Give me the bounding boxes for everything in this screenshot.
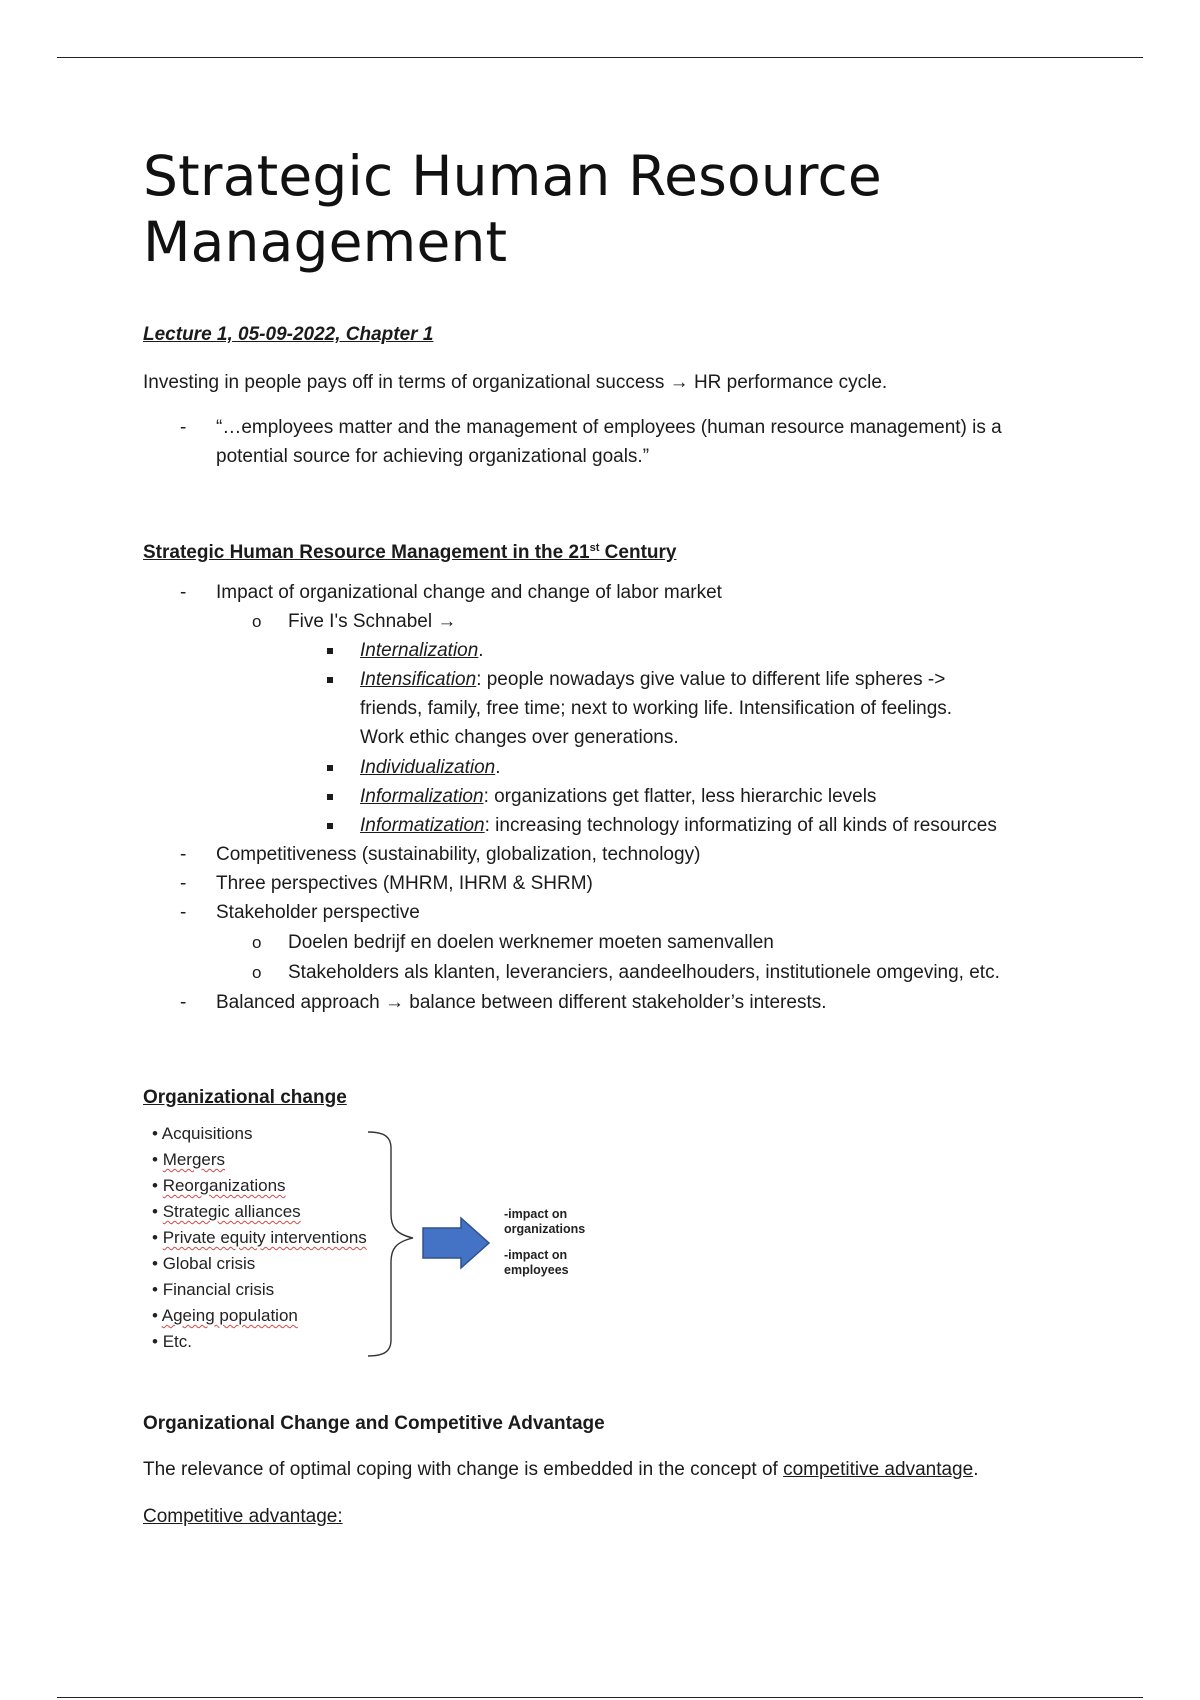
dash-bullet: - — [180, 844, 187, 865]
title-line-1: Strategic Human Resource — [143, 144, 882, 208]
list-item-individualization — [360, 753, 500, 782]
list-item-five-is-schnabel: Five I's Schnabel → — [288, 611, 457, 632]
list-item-stakeholders: Stakeholders als klanten, leveranciers, aandeelhouders, institutionele omgeving, etc. — [288, 962, 1000, 983]
term-individualization: Individualization — [360, 757, 496, 778]
list-item-doelen: Doelen bedrijf en doelen werknemer moeten samenvallen — [288, 932, 774, 953]
figure-item-text: Acquisitions — [161, 1124, 253, 1143]
quote-line-1: “…employees matter and the management of employees (human resource management) is a — [216, 417, 1002, 438]
figure-item: • Strategic alliances — [152, 1202, 301, 1221]
square-bullet — [327, 648, 333, 654]
title-line-2: Management — [143, 210, 508, 274]
circle-bullet: o — [252, 612, 262, 631]
dash-bullet: - — [180, 873, 187, 894]
relevance-period: . — [973, 1459, 979, 1480]
figure-item: • Reorganizations — [152, 1176, 286, 1195]
figure-item-text: Global crisis — [162, 1254, 256, 1273]
figure-item: • Ageing population — [152, 1306, 298, 1325]
square-bullet — [327, 823, 333, 829]
list-item-informatization — [360, 811, 997, 840]
section-heading-tail: Century — [599, 542, 677, 563]
section-heading-change-competitive-advantage: Organizational Change and Competitive Advantage — [143, 1413, 605, 1434]
section-heading-superscript: st — [589, 542, 600, 554]
figure-item-text: Mergers — [162, 1150, 226, 1169]
section-heading-shrm-21st-century — [143, 534, 676, 567]
term-informalization: Informalization — [360, 786, 484, 807]
figure-item-text: Etc. — [162, 1332, 192, 1351]
dash-bullet: - — [180, 992, 187, 1013]
figure-item: • Etc. — [152, 1332, 192, 1351]
list-item-organizational-change-impact: Impact of organizational change and change of labor market — [216, 582, 722, 603]
list-item-three-perspectives: Three perspectives (MHRM, IHRM & SHRM) — [216, 873, 593, 894]
dash-bullet: - — [180, 902, 187, 923]
term-informatization: Informatization — [360, 815, 485, 836]
term-internalization-rest: . — [478, 640, 484, 661]
square-bullet — [327, 794, 333, 800]
list-item-intensification — [360, 665, 945, 694]
impact-on-employees-label: -impact on employees — [504, 1248, 569, 1277]
dash-bullet: - — [180, 582, 187, 603]
organizational-change-figure — [143, 1118, 743, 1358]
section-heading-main: Strategic Human Resource Management in the 21 — [143, 542, 590, 563]
figure-item-text: Reorganizations — [162, 1176, 286, 1195]
list-item-stakeholder-perspective: Stakeholder perspective — [216, 902, 420, 923]
figure-item: • Acquisitions — [152, 1124, 253, 1143]
figure-item: • Financial crisis — [152, 1280, 275, 1299]
circle-bullet: o — [252, 963, 262, 982]
term-informatization-rest: : increasing technology informatizing of all kinds of resources — [484, 815, 997, 836]
list-item-internalization — [360, 636, 484, 665]
figure-item-text: Private equity interventions — [162, 1228, 367, 1247]
brace-and-arrow-graphic — [143, 1118, 743, 1358]
square-bullet — [327, 765, 333, 771]
term-internalization: Internalization — [360, 640, 479, 661]
list-item-balanced-approach: Balanced approach → balance between different stakeholder’s interests. — [216, 992, 827, 1013]
header-rule — [57, 57, 1143, 58]
term-intensification: Intensification — [360, 669, 477, 690]
figure-item-text: Financial crisis — [162, 1280, 275, 1299]
section-heading-organizational-change: Organizational change — [143, 1087, 347, 1108]
term-intensification-rest: : people nowadays give value to different life spheres -> — [476, 669, 946, 690]
relevance-text: The relevance of optimal coping with change is embedded in the concept of — [143, 1459, 784, 1480]
competitive-advantage-subheading: Competitive advantage: — [143, 1506, 343, 1527]
footer-rule — [57, 1697, 1143, 1698]
figure-item: • Global crisis — [152, 1254, 256, 1273]
figure-item: • Private equity interventions — [152, 1228, 367, 1247]
figure-item-text: Ageing population — [161, 1306, 298, 1325]
term-informalization-rest: : organizations get flatter, less hierarchic levels — [483, 786, 877, 807]
term-individualization-rest: . — [495, 757, 501, 778]
curly-brace — [368, 1132, 413, 1356]
intensification-line-2: friends, family, free time; next to working life. Intensification of feelings. — [360, 698, 953, 719]
quote-line-2: potential source for achieving organizational goals.” — [216, 446, 650, 467]
lecture-heading: Lecture 1, 05-09-2022, Chapter 1 — [143, 324, 434, 345]
list-item-informalization — [360, 782, 876, 811]
intensification-line-3: Work ethic changes over generations. — [360, 727, 679, 748]
circle-bullet: o — [252, 933, 262, 952]
intro-paragraph: Investing in people pays off in terms of organizational success → HR performance cycle. — [143, 372, 888, 393]
square-bullet — [327, 677, 333, 683]
figure-item-text: Strategic alliances — [162, 1202, 301, 1221]
figure-item: • Mergers — [152, 1150, 226, 1169]
competitive-advantage-term: competitive advantage — [783, 1459, 974, 1480]
relevance-paragraph — [143, 1455, 978, 1484]
list-item-competitiveness: Competitiveness (sustainability, globalization, technology) — [216, 844, 701, 865]
dash-bullet: - — [180, 417, 187, 438]
blue-arrow-icon — [423, 1218, 489, 1268]
document-title — [143, 143, 882, 275]
impact-on-organizations-label: -impact on organizations — [504, 1207, 586, 1236]
